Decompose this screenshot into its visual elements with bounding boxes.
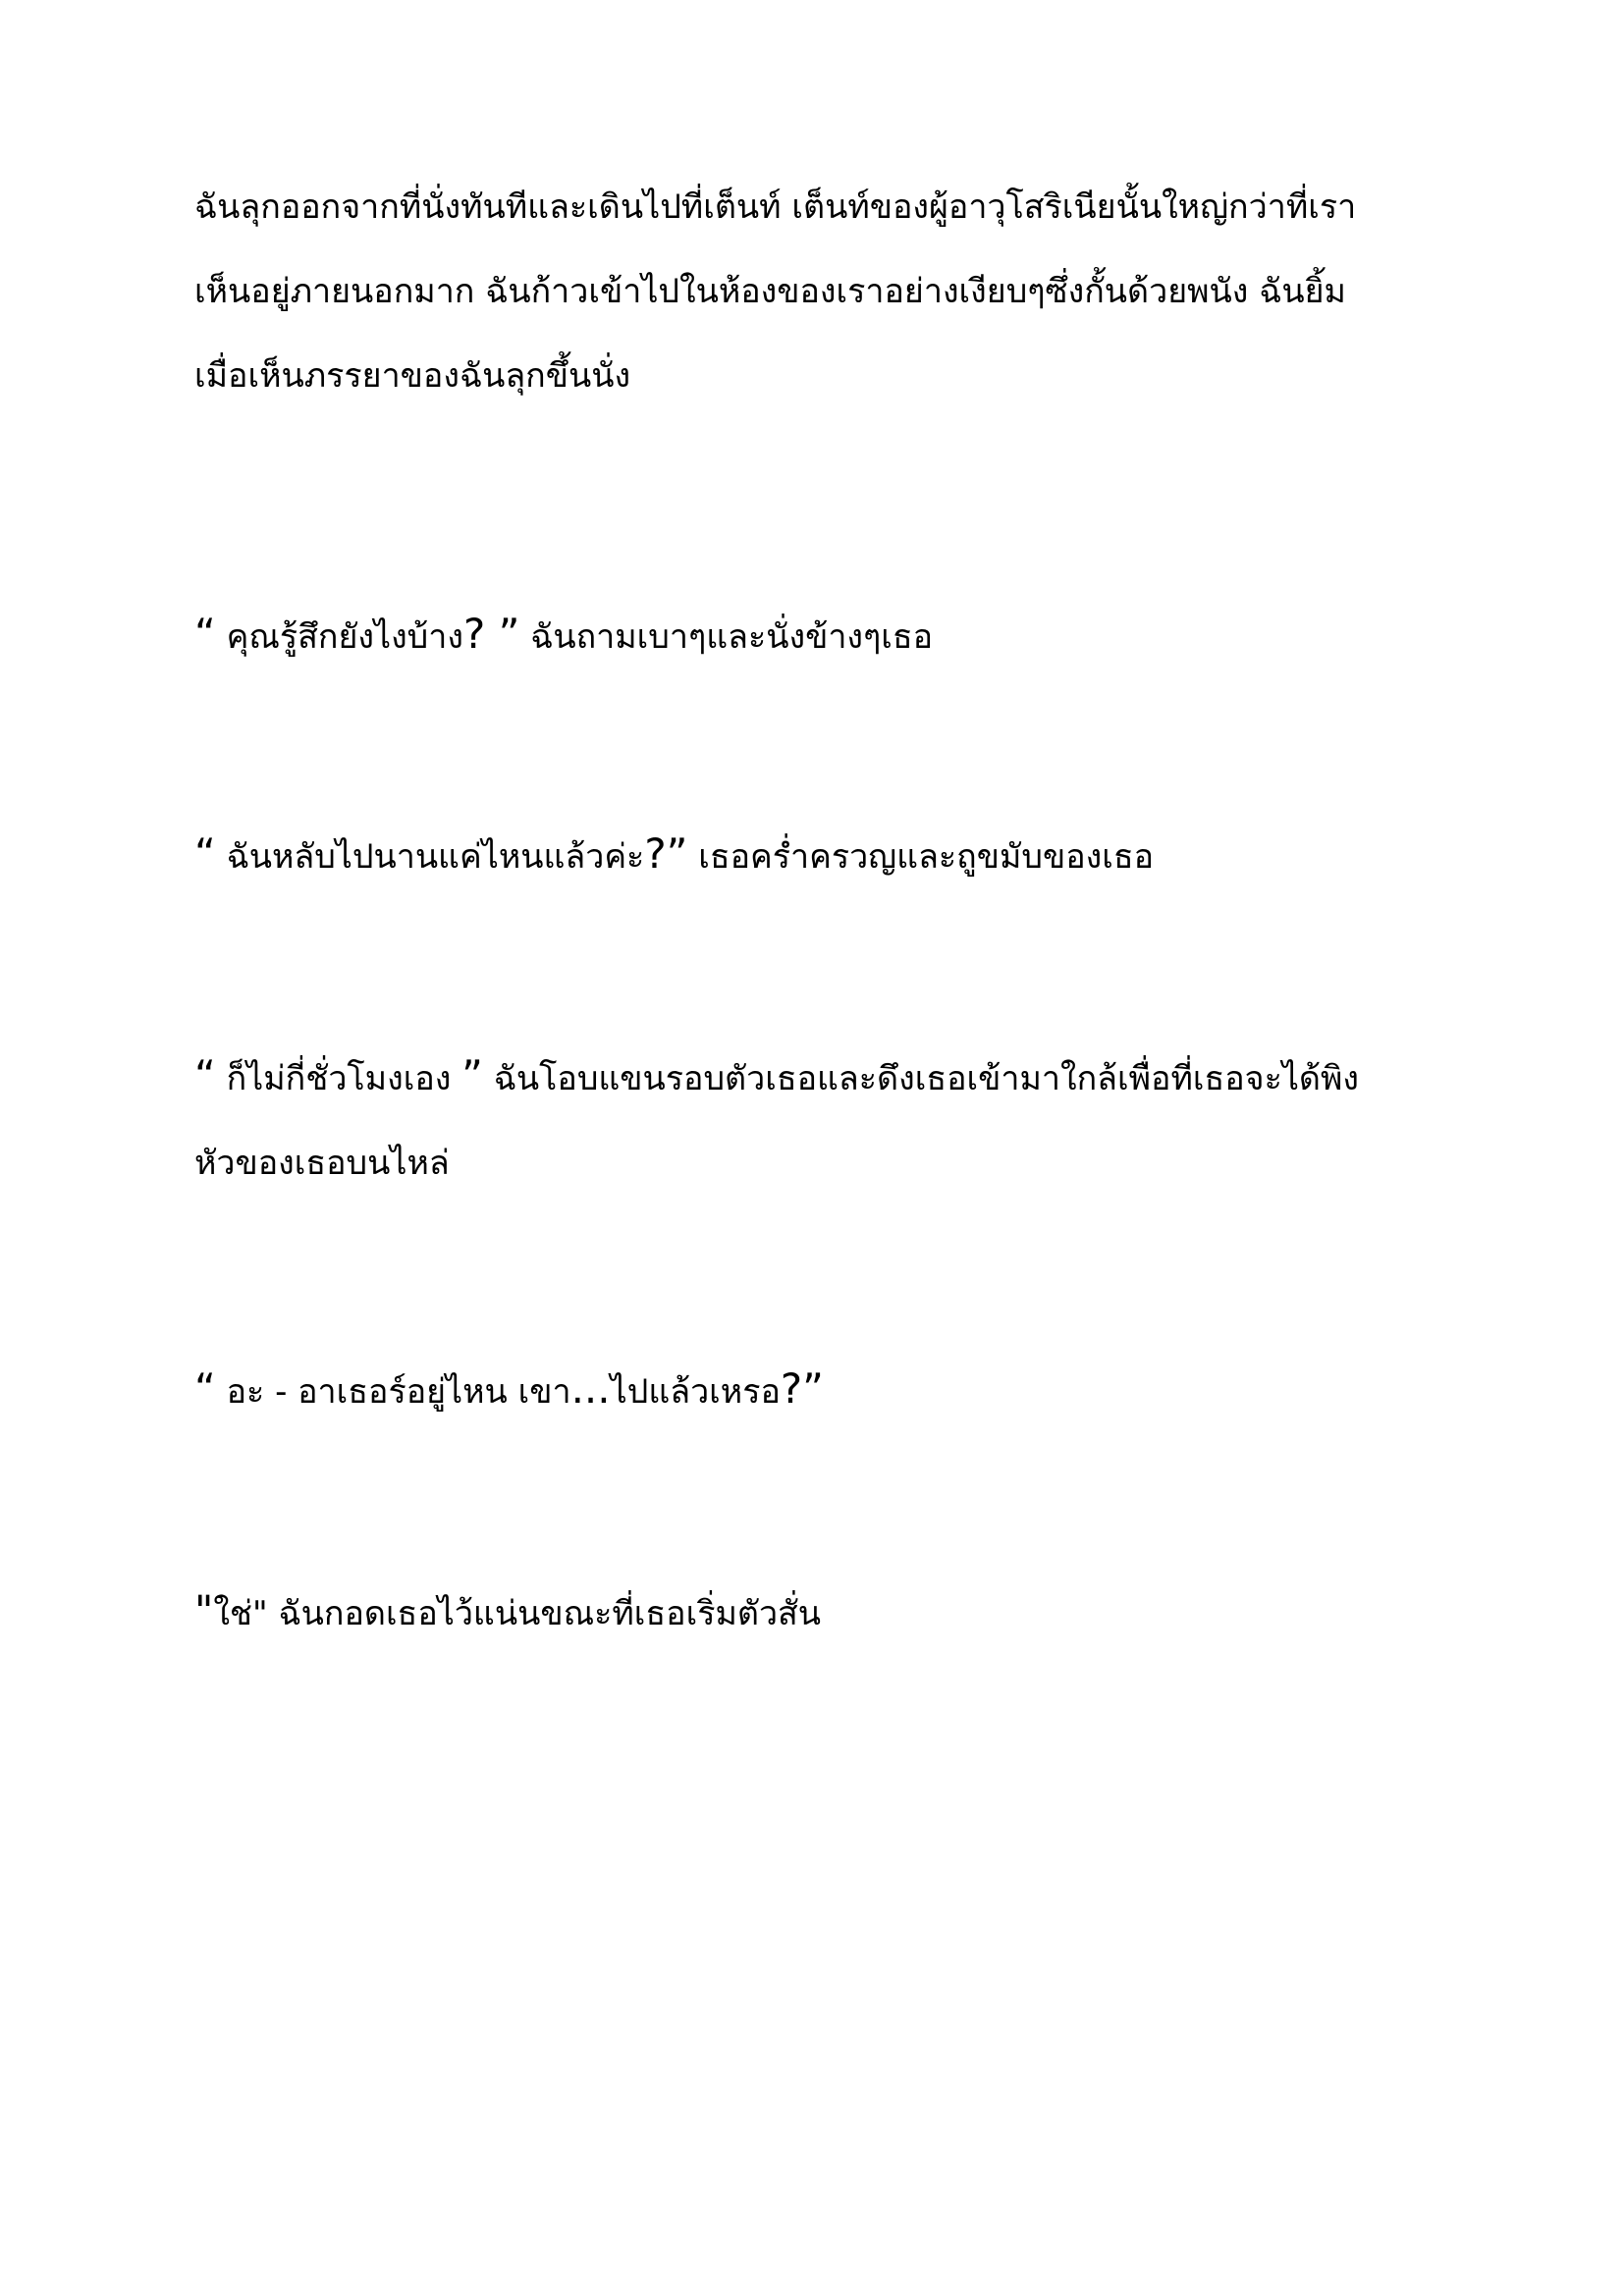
dialogue-text: อะ - อาเธอร์อยู่ไหน เขา	[215, 1372, 571, 1412]
close-mark: ?”	[644, 829, 688, 878]
dialogue-line	[194, 1347, 824, 1434]
dialogue-line	[194, 812, 1154, 899]
paragraph-intro	[194, 165, 1356, 418]
close-mark: ? ”	[462, 610, 520, 658]
dialogue-line	[194, 1034, 1359, 1205]
dialogue-text: คุณรู้สึกยังไงบ้าง	[215, 617, 463, 657]
narration-continuation: หัวของเธอบนไหล่	[194, 1144, 450, 1183]
dialogue-line	[194, 1569, 821, 1656]
close-mark: ?”	[780, 1364, 824, 1413]
open-quote: “	[194, 610, 216, 658]
open-quote: “	[194, 829, 216, 878]
open-quote: “	[194, 1364, 216, 1413]
text-line: เห็นอยู่ภายนอกมาก ฉันก้าวเข้าไปในห้องของเราอย่างเงียบๆซึ่งกั้นด้วยพนัง ฉันยิ้ม	[194, 272, 1346, 311]
close-mark: ”	[461, 1051, 483, 1099]
dialogue-text: ใช่" ฉันกอดเธอไว้แน่นขณะที่เธอเริ่มตัวสั่น	[213, 1594, 822, 1633]
text-line: เมื่อเห็นภรรยาของฉันลุกขึ้นนั่ง	[194, 356, 631, 396]
dialogue-text: ก็ไม่กี่ชั่วโมงเอง	[215, 1059, 462, 1098]
narration-text: เธอคร่ำครวญและถูขมับของเธอ	[687, 837, 1155, 877]
dialogue-text: ฉันหลับไปนานแค่ไหนแล้วค่ะ	[215, 837, 645, 877]
open-quote: "	[194, 1586, 214, 1634]
dialogue-text: ไปแล้วเหรอ	[610, 1372, 781, 1412]
dialogue-line	[194, 592, 933, 679]
ellipsis: ...	[570, 1364, 611, 1413]
open-quote: “	[194, 1051, 216, 1099]
narration-text: ฉันโอบแขนรอบตัวเธอและดึงเธอเข้ามาใกล้เพื่อที่เธอจะได้พิง	[482, 1059, 1360, 1098]
narration-text: ฉันถามเบาๆและนั่งข้างๆเธอ	[519, 617, 934, 657]
text-line: ฉันลุกออกจากที่นั่งทันทีและเดินไปที่เต็นท์ เต็นท์ของผู้อาวุโสริเนียนั้นใหญ่กว่าที่เรา	[194, 187, 1357, 227]
